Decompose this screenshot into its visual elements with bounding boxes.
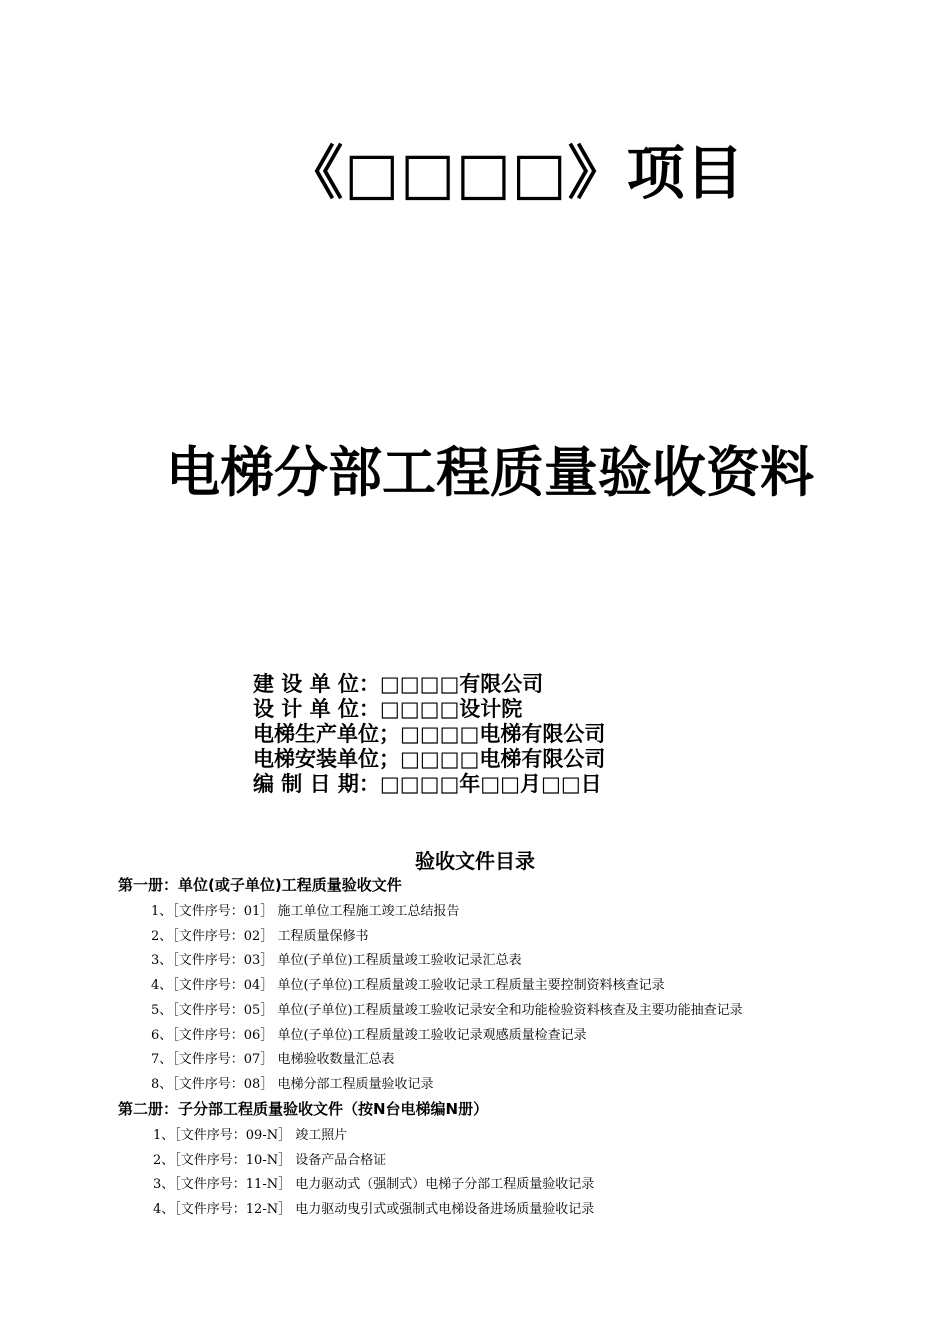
toc-item: 1、［文件序号：09-N］ 竣工照片 (153, 1128, 348, 1143)
project-info-block (253, 672, 605, 797)
toc-item: 5、［文件序号：05］ 单位(子单位)工程质量竣工验收记录安全和功能检验资料核查及主要功能抽查记录 (151, 1003, 743, 1018)
document-main-title: 电梯分部工程质量验收资料 (166, 441, 814, 504)
info-installer: 电梯安装单位；□□□□电梯有限公司 (253, 747, 606, 771)
toc-item: 4、［文件序号：04］ 单位(子单位)工程质量竣工验收记录工程质量主要控制资料核查记录 (151, 978, 665, 993)
info-compile-date: 编 制 日 期：□□□□年□□月□□日 (253, 772, 602, 796)
toc-item: 4、［文件序号：12-N］ 电力驱动曳引式或强制式电梯设备进场质量验收记录 (153, 1202, 595, 1217)
toc-item: 1、［文件序号：01］ 施工单位工程施工竣工总结报告 (151, 904, 460, 919)
info-design-unit: 设 计 单 位：□□□□设计院 (253, 697, 523, 721)
toc-item: 7、［文件序号：07］ 电梯验收数量汇总表 (151, 1052, 395, 1067)
volume2-heading: 第二册：子分部工程质量验收文件（按N台电梯编N册） (118, 1100, 489, 1118)
toc-item: 2、［文件序号：02］ 工程质量保修书 (151, 929, 369, 944)
toc-item: 6、［文件序号：06］ 单位(子单位)工程质量竣工验收记录观感质量检查记录 (151, 1028, 587, 1043)
toc-title: 验收文件目录 (415, 849, 535, 873)
volume1-heading: 第一册：单位(或子单位)工程质量验收文件 (118, 876, 402, 894)
toc-item: 2、［文件序号：10-N］ 设备产品合格证 (153, 1153, 387, 1168)
info-construction-unit: 建 设 单 位：□□□□有限公司 (253, 672, 544, 696)
project-title: 《□□□□》项目 (285, 139, 745, 207)
toc-item: 3、［文件序号：11-N］ 电力驱动式（强制式）电梯子分部工程质量验收记录 (153, 1177, 595, 1192)
info-manufacturer: 电梯生产单位；□□□□电梯有限公司 (253, 722, 606, 746)
toc-item: 3、［文件序号：03］ 单位(子单位)工程质量竣工验收记录汇总表 (151, 953, 522, 968)
toc-item: 8、［文件序号：08］ 电梯分部工程质量验收记录 (151, 1077, 434, 1092)
